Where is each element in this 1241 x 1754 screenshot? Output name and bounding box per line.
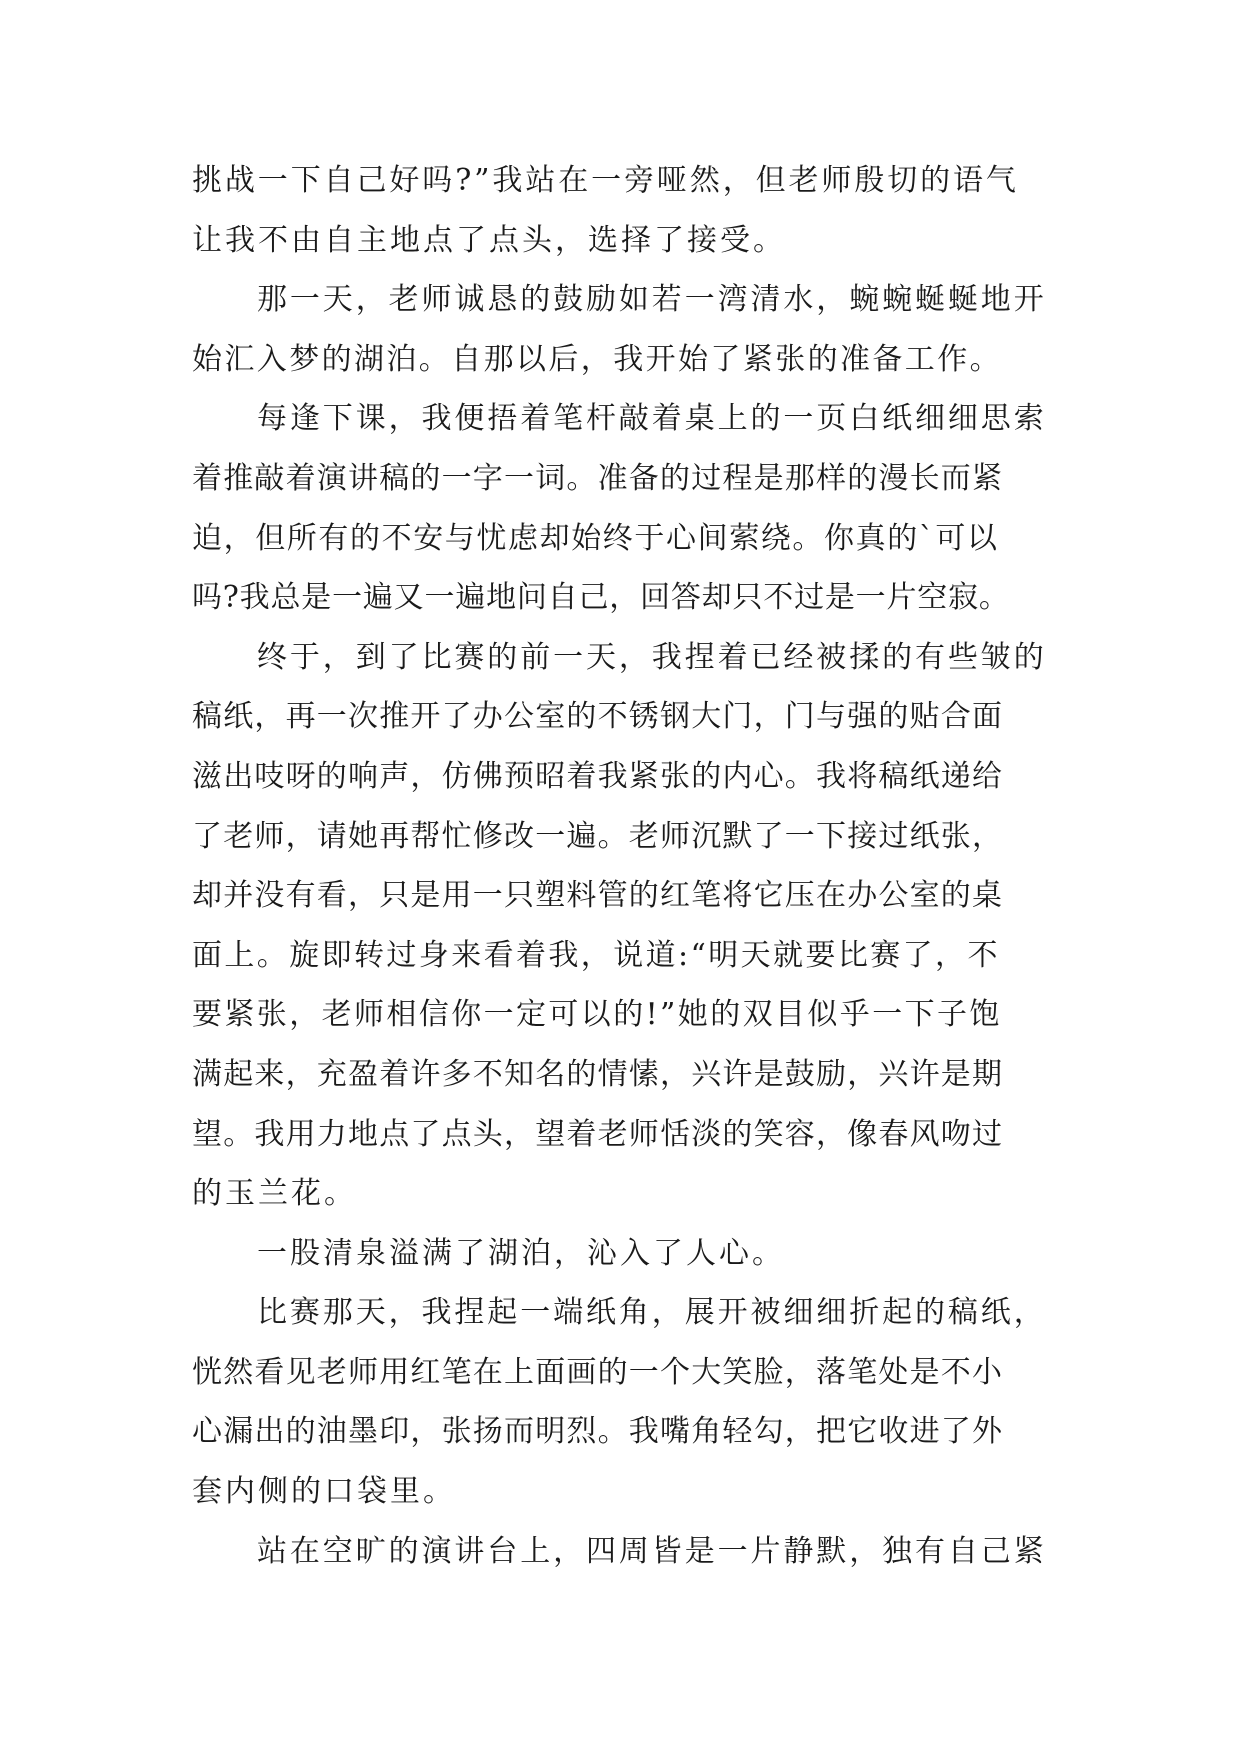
text-line: 要紧张，老师相信你一定可以的!”她的双目似乎一下子饱	[192, 997, 1002, 1033]
paragraph-start-line: 终于，到了比赛的前一天，我捏着已经被揉的有些皱的	[257, 639, 1047, 675]
text-line: 着推敲着演讲稿的一字一词。准备的过程是那样的漫长而紧	[192, 460, 1004, 496]
essay-body	[192, 161, 1072, 1591]
text-line: 了老师，请她再帮忙修改一遍。老师沉默了一下接过纸张，	[192, 818, 1004, 854]
text-line: 却并没有看，只是用一只塑料管的红笔将它压在办公室的桌	[192, 878, 1004, 914]
text-line: 恍然看见老师用红笔在上面画的一个大笑脸，落笔处是不小	[192, 1354, 1004, 1390]
paragraph-start-line: 那一天，老师诚恳的鼓励如若一湾清水，蜿蜿蜒蜒地开	[257, 282, 1047, 318]
text-line: 满起来，充盈着许多不知名的情愫，兴许是鼓励，兴许是期	[192, 1056, 1004, 1092]
text-line: 滋出吱呀的响声，仿佛预昭着我紧张的内心。我将稿纸递给	[192, 758, 1004, 794]
text-line: 吗?我总是一遍又一遍地问自己，回答却只不过是一片空寂。	[192, 580, 1010, 616]
text-line: 望。我用力地点了点头，望着老师恬淡的笑容，像春风吻过	[192, 1116, 1004, 1152]
text-line: 迫，但所有的不安与忧虑却始终于心间萦绕。你真的`可以	[192, 520, 999, 556]
text-line: 让我不由自主地点了点头，选择了接受。	[192, 222, 786, 258]
paragraph-start-line: 站在空旷的演讲台上，四周皆是一片静默，独有自己紧	[257, 1533, 1047, 1569]
text-line: 心漏出的油墨印，张扬而明烈。我嘴角轻勾，把它收进了外	[192, 1414, 1004, 1450]
paragraph-start-line: 每逢下课，我便捂着笔杆敲着桌上的一页白纸细细思索	[257, 401, 1047, 437]
text-line: 面上。旋即转过身来看着我，说道:“明天就要比赛了，不	[192, 937, 1000, 973]
text-line: 套内侧的口袋里。	[192, 1474, 456, 1510]
text-line: 的玉兰花。	[192, 1176, 357, 1212]
text-line: 始汇入梦的湖泊。自那以后，我开始了紧张的准备工作。	[192, 341, 1002, 377]
paragraph-start-line: 一股清泉溢满了湖泊，沁入了人心。	[257, 1235, 785, 1271]
text-line: 稿纸，再一次推开了办公室的不锈钢大门，门与强的贴合面	[192, 699, 1004, 735]
paragraph-start-line: 比赛那天，我捏起一端纸角，展开被细细折起的稿纸，	[257, 1295, 1047, 1331]
text-line: 挑战一下自己好吗?”我站在一旁哑然，但老师殷切的语气	[192, 163, 1019, 198]
